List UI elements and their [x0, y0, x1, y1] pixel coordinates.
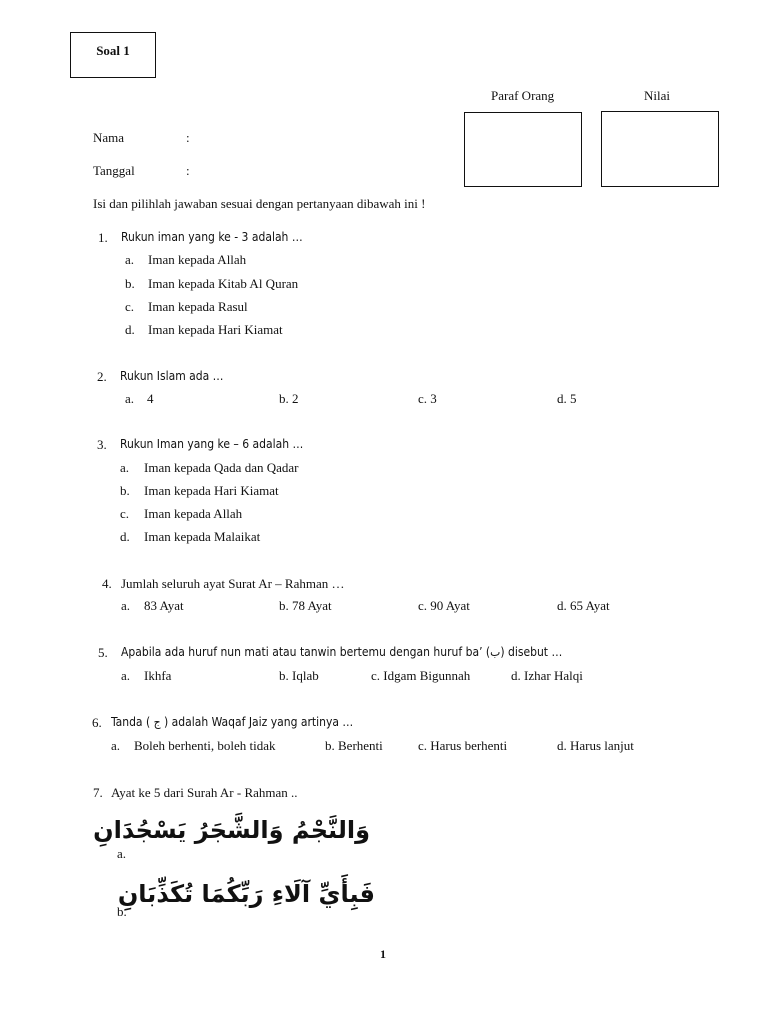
q3-option-d: Iman kepada Malaikat [144, 529, 261, 544]
question-5-number: 5. [98, 645, 108, 660]
question-5-text: Apabila ada huruf nun mati atau tanwin bertemu dengan huruf ba’ (ب) disebut … [121, 645, 563, 659]
question-2-text: Rukun Islam ada … [120, 369, 224, 383]
soal-label: Soal 1 [96, 43, 130, 58]
nama-colon: : [186, 130, 190, 145]
question-1-number: 1. [98, 230, 108, 245]
question-6-text: Tanda ( ج ) adalah Waqaf Jaiz yang artinya … [111, 715, 354, 729]
q7-option-b-letter: b. [117, 904, 127, 919]
q5-option-c: c. Idgam Bigunnah [371, 668, 471, 683]
tanggal-colon: : [186, 163, 190, 178]
q4-option-c: c. 90 Ayat [418, 598, 470, 613]
q3-option-b-letter: b. [120, 483, 130, 498]
question-2-number: 2. [97, 369, 107, 384]
paraf-label: Paraf Orang [491, 88, 555, 103]
q3-option-a: Iman kepada Qada dan Qadar [144, 460, 299, 475]
q3-option-b: Iman kepada Hari Kiamat [144, 483, 279, 498]
q6-option-c: c. Harus berhenti [418, 738, 508, 753]
q6-option-b: b. Berhenti [325, 738, 383, 753]
question-7-text: Ayat ke 5 dari Surah Ar - Rahman .. [111, 785, 298, 800]
q6-option-d: d. Harus lanjut [557, 738, 634, 753]
q7-option-b-arabic: فَبِأَيِّ آلَاءِ رَبِّكُمَا تُكَذِّبَانِ [117, 880, 375, 908]
q5-option-a-letter: a. [121, 668, 131, 683]
q1-option-c-letter: c. [125, 299, 135, 314]
question-1-text: Rukun iman yang ke - 3 adalah … [121, 230, 303, 244]
nilai-label: Nilai [644, 88, 670, 103]
q2-option-b: b. 2 [279, 391, 299, 406]
q3-option-a-letter: a. [120, 460, 130, 475]
soal-box [70, 32, 156, 78]
question-7-number: 7. [93, 785, 103, 800]
q1-option-d-letter: d. [125, 322, 135, 337]
instruction-text: Isi dan pilihlah jawaban sesuai dengan pertanyaan dibawah ini ! [93, 196, 426, 211]
question-4-number: 4. [102, 576, 112, 591]
q1-option-c: Iman kepada Rasul [148, 299, 248, 314]
q1-option-b-letter: b. [125, 276, 135, 291]
q2-option-d: d. 5 [557, 391, 577, 406]
q2-option-a-letter: a. [125, 391, 135, 406]
nilai-score-box[interactable] [601, 111, 719, 187]
question-3-number: 3. [97, 437, 107, 452]
question-6-number: 6. [92, 715, 102, 730]
question-4-text: Jumlah seluruh ayat Surat Ar – Rahman … [121, 576, 345, 591]
q5-option-a: Ikhfa [144, 668, 172, 683]
q6-option-a: Boleh berhenti, boleh tidak [134, 738, 276, 753]
q4-option-a: 83 Ayat [144, 598, 184, 613]
question-3-text: Rukun Iman yang ke – 6 adalah … [120, 437, 304, 451]
nama-label: Nama [93, 130, 125, 145]
paraf-signature-box[interactable] [464, 112, 582, 187]
q4-option-d: d. 65 Ayat [557, 598, 610, 613]
q6-option-a-letter: a. [111, 738, 121, 753]
page-number: 1 [380, 947, 386, 961]
q4-option-b: b. 78 Ayat [279, 598, 332, 613]
q1-option-b: Iman kepada Kitab Al Quran [148, 276, 299, 291]
q2-option-a: 4 [147, 391, 154, 406]
q3-option-d-letter: d. [120, 529, 130, 544]
q3-option-c-letter: c. [120, 506, 130, 521]
q2-option-c: c. 3 [418, 391, 437, 406]
tanggal-label: Tanggal [93, 163, 135, 178]
q1-option-a: Iman kepada Allah [148, 252, 247, 267]
q1-option-d: Iman kepada Hari Kiamat [148, 322, 283, 337]
q4-option-a-letter: a. [121, 598, 131, 613]
q7-option-a-letter: a. [117, 846, 127, 861]
q7-option-a-arabic: وَالنَّجْمُ وَالشَّجَرُ يَسْجُدَانِ [93, 816, 370, 844]
q3-option-c: Iman kepada Allah [144, 506, 243, 521]
q5-option-b: b. Iqlab [279, 668, 319, 683]
q1-option-a-letter: a. [125, 252, 135, 267]
q5-option-d: d. Izhar Halqi [511, 668, 583, 683]
